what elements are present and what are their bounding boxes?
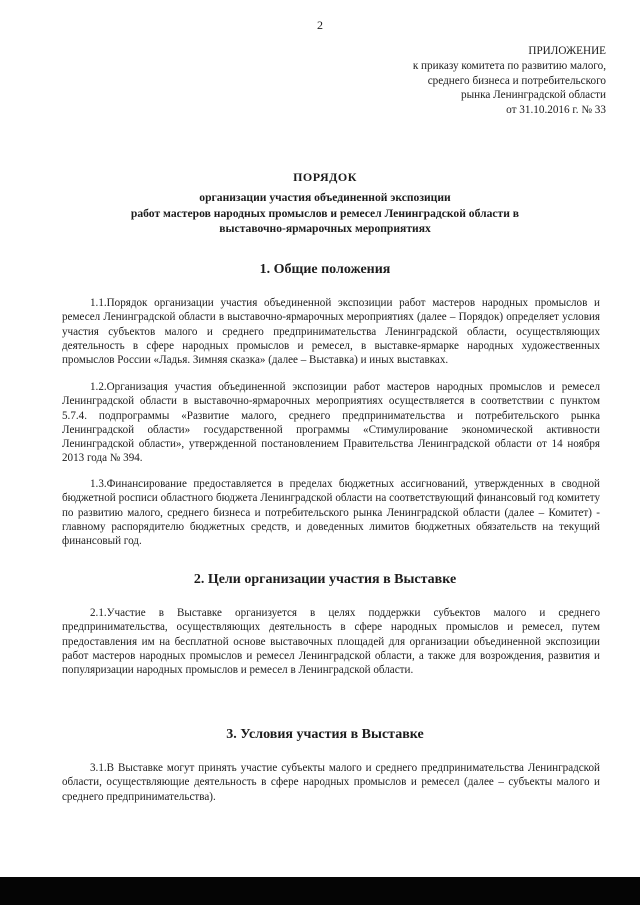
- paragraph-1-1: 1.1.Порядок организации участия объединенной экспозиции работ мастеров народных промыслов и ремесел Ленинградской области в выставочно-ярмарочных мероприятиях (далее – Порядок) определяет условия участия субъектов малого и среднего предпринимательства Ленинградской области, осуществляющих деятельность в сфере народных промыслов и ремесел, в выставке-ярмарке народных художественных промыслов России «Ладья. Зимняя сказка» (далее – Выставка) и иных выставках.: [62, 297, 600, 366]
- appendix-line: рынка Ленинградской области: [460, 89, 606, 102]
- title-line: работ мастеров народных промыслов и ремесел Ленинградской области в: [130, 206, 520, 220]
- title-line: организации участия объединенной экспозиции: [199, 190, 451, 204]
- section-heading-general: 1. Общие положения: [259, 262, 391, 277]
- paragraph-2-1: 2.1.Участие в Выставке организуется в целях поддержки субъектов малого и среднего предпринимательства, осуществляющих деятельность в сфере народных промыслов и ремесел, путем предоставления им на бесплатной основе выставочных площадей для организации объединенной экспозиции работ мастеров народных промыслов и ремесел Ленинградской области, а также для возрождения, развития и популяризации народных промыслов и ремесел в Ленинградской области.: [62, 607, 600, 676]
- title-main: ПОРЯДОК: [293, 170, 357, 184]
- appendix-line: к приказу комитета по развитию малого,: [412, 59, 606, 72]
- section-heading-conditions: 3. Условия участия в Выставке: [226, 727, 424, 742]
- appendix-line: среднего бизнеса и потребительского: [427, 74, 606, 87]
- document-title: [60, 170, 590, 237]
- appendix-line: ПРИЛОЖЕНИЕ: [528, 45, 606, 57]
- scan-edge-bar: [0, 877, 640, 905]
- section-heading-goals: 2. Цели организации участия в Выставке: [193, 572, 457, 587]
- paragraph-3-1: 3.1.В Выставке могут принять участие субъекты малого и среднего предпринимательства Ленинградской области, осуществляющие деятельность в сфере народных промыслов и ремесел (далее – субъекты малого и среднего предпринимательства).: [62, 762, 600, 803]
- appendix-block: [346, 44, 606, 118]
- title-line: выставочно-ярмарочных мероприятиях: [219, 222, 431, 236]
- appendix-line: от 31.10.2016 г. № 33: [506, 104, 606, 117]
- paragraph-1-2: 1.2.Организация участия объединенной экспозиции работ мастеров народных промыслов и ремесел Ленинградской области в выставочно-ярмарочных мероприятиях осуществляется в соответствии с пунктом 5.7.4. подпрограммы «Развитие малого, среднего предпринимательства и потребительского рынка Ленинградской области» государственной программы «Стимулирование экономической активности Ленинградской области», утвержденной постановлением Правительства Ленинградской области от 14 ноября 2013 года № 394.: [62, 381, 600, 465]
- page-number: 2: [317, 18, 323, 32]
- paragraph-1-3: 1.3.Финансирование предоставляется в пределах бюджетных ассигнований, утвержденных в сводной бюджетной росписи областного бюджета Ленинградской области на соответствующий финансовый год комитету по развитию малого, среднего бизнеса и потребительского рынка Ленинградской области (далее – Комитет) - главному распорядителю бюджетных средств, и доведенных лимитов бюджетных обязательств на текущий финансовый год.: [62, 478, 600, 547]
